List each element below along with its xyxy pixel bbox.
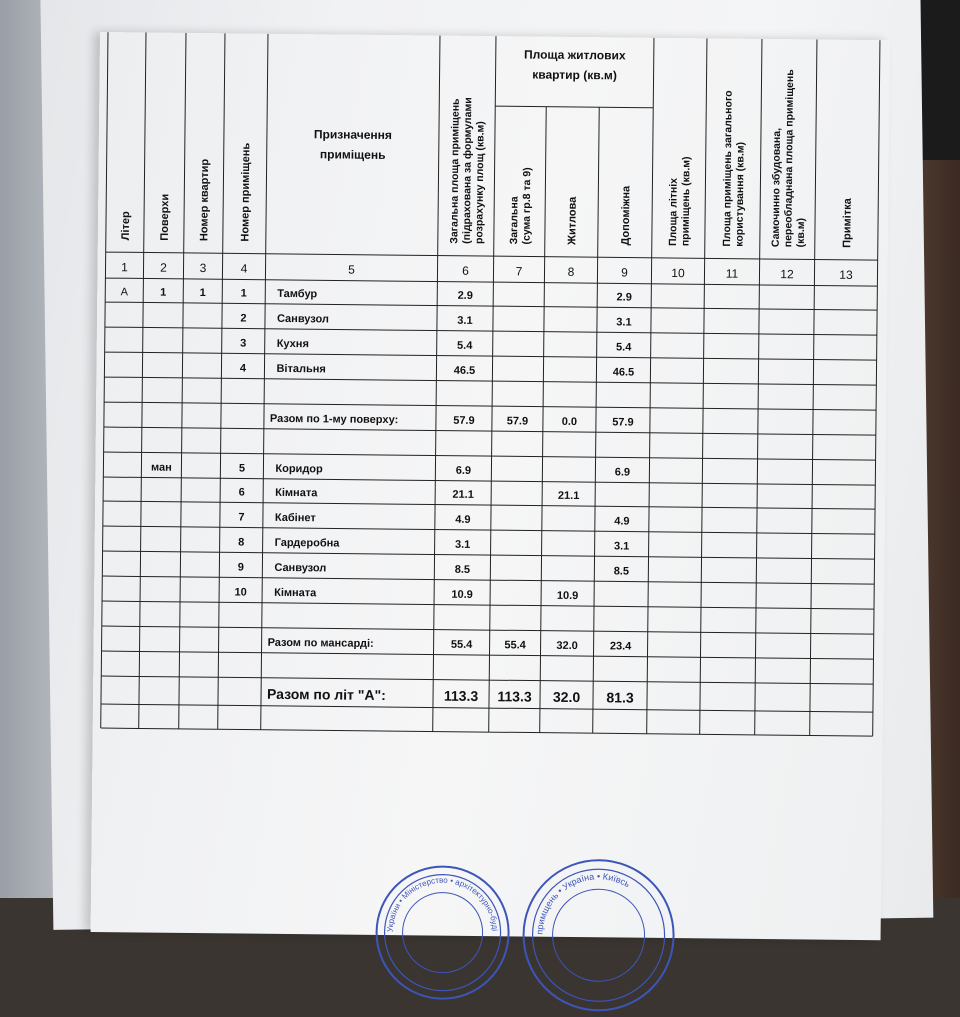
table-row-2-total: 5.4 <box>457 339 473 352</box>
table-row-8-name: Кімната <box>275 486 318 500</box>
table-row-16-total: 113.3 <box>443 687 479 704</box>
header-room-number-line-0: Номер приміщень <box>239 142 253 242</box>
header-common <box>721 90 747 246</box>
table-row-1-room: 2 <box>240 312 247 325</box>
column-number-7: 7 <box>515 264 523 279</box>
table-row-14-name: Разом по мансарді: <box>267 636 374 650</box>
column-number-8: 8 <box>567 264 575 279</box>
table-row-1-name: Санвузол <box>276 312 330 326</box>
table-row-0-floor: 1 <box>160 286 167 299</box>
grid-hline-row-17 <box>101 728 873 736</box>
header-unauthorized-line-0: Самочинно збудована, <box>769 127 784 248</box>
table-row-0-apt: 1 <box>199 287 206 300</box>
grid-vline-8 <box>593 107 600 733</box>
grid-hline-row-16 <box>101 704 873 712</box>
grid-hline-header <box>106 252 878 260</box>
table-row-16-living-residential: 32.0 <box>552 688 581 706</box>
table-row-11-total: 8.5 <box>454 563 471 576</box>
grid-hline-row-12 <box>102 601 874 609</box>
grid-vline-12 <box>810 40 817 736</box>
grid-vline-13 <box>873 40 880 736</box>
header-summer <box>667 156 692 246</box>
table-row-0-total: 2.9 <box>457 289 473 302</box>
table-row-3-living-auxiliary: 46.5 <box>612 366 635 379</box>
table-row-16-name: Разом по літ "А": <box>266 685 386 704</box>
header-common-line-1: користування (кв.м) <box>733 141 747 247</box>
header-living-group-line-0: Площа житлових <box>523 47 626 63</box>
header-common-line-0: Площа приміщень загального <box>721 90 735 247</box>
table-row-7-total: 6.9 <box>455 464 472 477</box>
table-row-14-living-residential: 32.0 <box>556 639 578 653</box>
grid-hline-row-14 <box>102 651 874 659</box>
table-row-14-total: 55.4 <box>450 638 473 651</box>
area-table <box>91 32 890 940</box>
table-row-9-room: 7 <box>238 511 245 524</box>
grid-hline-row-1 <box>105 327 877 335</box>
table-row-5-living-auxiliary: 57.9 <box>612 416 634 429</box>
official-stamp-left <box>375 865 510 1000</box>
header-total-area <box>448 97 487 244</box>
column-number-3: 3 <box>199 261 207 276</box>
table-row-0-liter: A <box>120 286 129 299</box>
table-row-7-floor: ман <box>150 461 172 474</box>
table-row-11-name: Санвузол <box>274 561 327 575</box>
grid-hline-row-6 <box>104 452 876 460</box>
grid-vline-6 <box>489 36 496 732</box>
background-dark-corner <box>920 0 960 160</box>
table-row-8-total: 21.1 <box>452 488 474 501</box>
header-purpose-line-1: приміщень <box>319 147 386 162</box>
official-stamp-right <box>522 858 676 1012</box>
grid-hline-row-15 <box>101 676 873 684</box>
table-row-5-living-residential: 0.0 <box>561 415 578 429</box>
header-note <box>841 197 854 248</box>
header-liter-line-0: Літер <box>119 211 133 241</box>
header-unauthorized <box>770 69 809 248</box>
column-number-9: 9 <box>621 265 628 280</box>
table-row-7-name: Коридор <box>275 462 323 476</box>
header-summer-line-0: Площа літніх <box>667 177 680 247</box>
table-row-5-total: 57.9 <box>453 414 475 427</box>
header-apt-number-line-0: Номер квартир <box>198 158 212 242</box>
table-row-16-living-total: 113.3 <box>497 688 532 705</box>
column-number-4: 4 <box>240 261 248 276</box>
table-row-7-room: 5 <box>238 462 246 475</box>
table-row-10-name: Гардеробна <box>274 536 340 550</box>
header-living-total-line-1: (сума гр.8 та 9) <box>520 167 534 245</box>
column-number-10: 10 <box>671 265 685 281</box>
table-row-0-living-auxiliary: 2.9 <box>616 291 632 304</box>
document-sheet <box>91 32 890 940</box>
grid-hline-row-5 <box>104 427 876 435</box>
table-row-5-living-total: 57.9 <box>506 415 529 428</box>
table-row-16-living-auxiliary: 81.3 <box>606 689 634 706</box>
grid-vline-10 <box>700 38 707 734</box>
table-row-14-living-auxiliary: 23.4 <box>609 640 632 653</box>
header-summer-line-1: приміщень (кв.м) <box>679 156 693 247</box>
header-living-total-line-0: Загальна <box>508 196 521 245</box>
column-number-13: 13 <box>839 267 853 282</box>
table-row-0-name: Тамбур <box>277 287 318 301</box>
header-total-area-line-1: (підрахована за формулами <box>460 97 475 244</box>
header-unauthorized-line-1: переобладнана площа приміщень <box>782 69 797 248</box>
table-row-3-total: 46.5 <box>453 364 476 377</box>
column-number-12: 12 <box>780 267 794 282</box>
stamp-left-ring <box>377 867 508 998</box>
table-row-1-living-auxiliary: 3.1 <box>616 316 632 329</box>
grid-hline-row-0 <box>105 302 877 310</box>
header-living-residential-line-0: Житлова <box>566 196 579 246</box>
grid-vline-7 <box>540 107 547 733</box>
table-row-8-living-residential: 21.1 <box>557 489 580 503</box>
header-living-group-line-1: квартир (кв.м) <box>532 67 617 83</box>
column-number-1: 1 <box>121 260 128 275</box>
stamp-left-text: України • Міністерство • архітектурно-будів <box>385 875 500 933</box>
column-number-2: 2 <box>160 260 167 275</box>
table-row-11-living-auxiliary: 8.5 <box>613 565 630 578</box>
header-apt-number <box>198 159 211 242</box>
header-living-auxiliary <box>620 185 633 246</box>
table-row-10-living-auxiliary: 3.1 <box>613 540 630 553</box>
table-row-2-name: Кухня <box>276 337 309 351</box>
table-row-11-room: 9 <box>237 561 245 574</box>
grid-hline-living-group <box>495 106 653 108</box>
grid-vline-0 <box>101 32 108 728</box>
grid-hline-row-9 <box>103 526 875 534</box>
table-row-12-living-residential: 10.9 <box>556 589 579 603</box>
table-row-7-living-auxiliary: 6.9 <box>614 466 631 479</box>
grid-hline-row-3 <box>104 377 876 385</box>
grid-vline-4 <box>261 34 268 730</box>
grid-vline-2 <box>179 33 186 729</box>
table-row-14-living-total: 55.4 <box>504 639 526 652</box>
header-floors-line-0: Поверхи <box>158 193 172 241</box>
header-living-residential <box>566 196 579 246</box>
stamp-right-ring <box>524 860 674 1010</box>
header-floors <box>159 194 171 241</box>
table-row-9-total: 4.9 <box>455 513 471 526</box>
grid-hline-row-2 <box>105 352 877 360</box>
table-row-9-living-auxiliary: 4.9 <box>614 515 630 528</box>
grid-vline-1 <box>139 32 146 728</box>
table-row-0-room: 1 <box>240 287 247 300</box>
grid-hline-row-7 <box>103 477 875 485</box>
table-row-5-name: Разом по 1-му поверху: <box>269 412 399 427</box>
grid-vline-3 <box>218 33 225 729</box>
header-unauthorized-line-2: (кв.м) <box>794 217 808 248</box>
grid-hline-row-10 <box>103 551 875 559</box>
column-number-6: 6 <box>462 263 469 278</box>
column-number-11: 11 <box>725 266 739 281</box>
grid-hline-numbers <box>105 278 877 286</box>
table-row-10-total: 3.1 <box>454 538 471 551</box>
table-row-3-name: Вітальня <box>276 362 326 376</box>
table-row-12-name: Кімната <box>274 586 317 600</box>
column-number-5: 5 <box>348 262 355 277</box>
grid-hline-row-4 <box>104 402 876 410</box>
table-row-2-room: 3 <box>240 337 247 350</box>
table-row-9-name: Кабінет <box>274 511 316 525</box>
grid-vline-11 <box>755 39 762 735</box>
grid-hline-row-11 <box>102 576 874 584</box>
table-row-12-room: 10 <box>234 586 247 599</box>
grid-vline-5 <box>433 36 440 732</box>
svg-text:примщень • Україна • Київсь <box>535 871 633 936</box>
grid-hline-row-8 <box>103 501 875 509</box>
stamp-right-text: примщень • Україна • Київсь <box>534 871 632 935</box>
header-total-area-line-0: Загальна площа приміщень <box>448 98 462 244</box>
header-living-total <box>508 167 533 244</box>
header-room-number <box>239 143 252 242</box>
header-purpose-line-0: Призначення <box>313 127 393 143</box>
grid-vline-9 <box>647 38 654 734</box>
table-row-3-room: 4 <box>239 362 247 375</box>
header-living-auxiliary-line-0: Допоміжна <box>619 185 633 246</box>
table-row-10-room: 8 <box>238 536 245 549</box>
table-row-1-total: 3.1 <box>457 314 473 327</box>
header-total-area-line-2: розрахунку площ (кв.м) <box>473 121 487 245</box>
table-row-12-total: 10.9 <box>451 588 473 601</box>
table-row-2-living-auxiliary: 5.4 <box>616 341 632 354</box>
header-note-line-0: Примітка <box>841 198 854 248</box>
table-row-8-room: 6 <box>238 486 245 499</box>
grid-hline-row-13 <box>102 626 874 634</box>
header-liter <box>120 211 132 240</box>
